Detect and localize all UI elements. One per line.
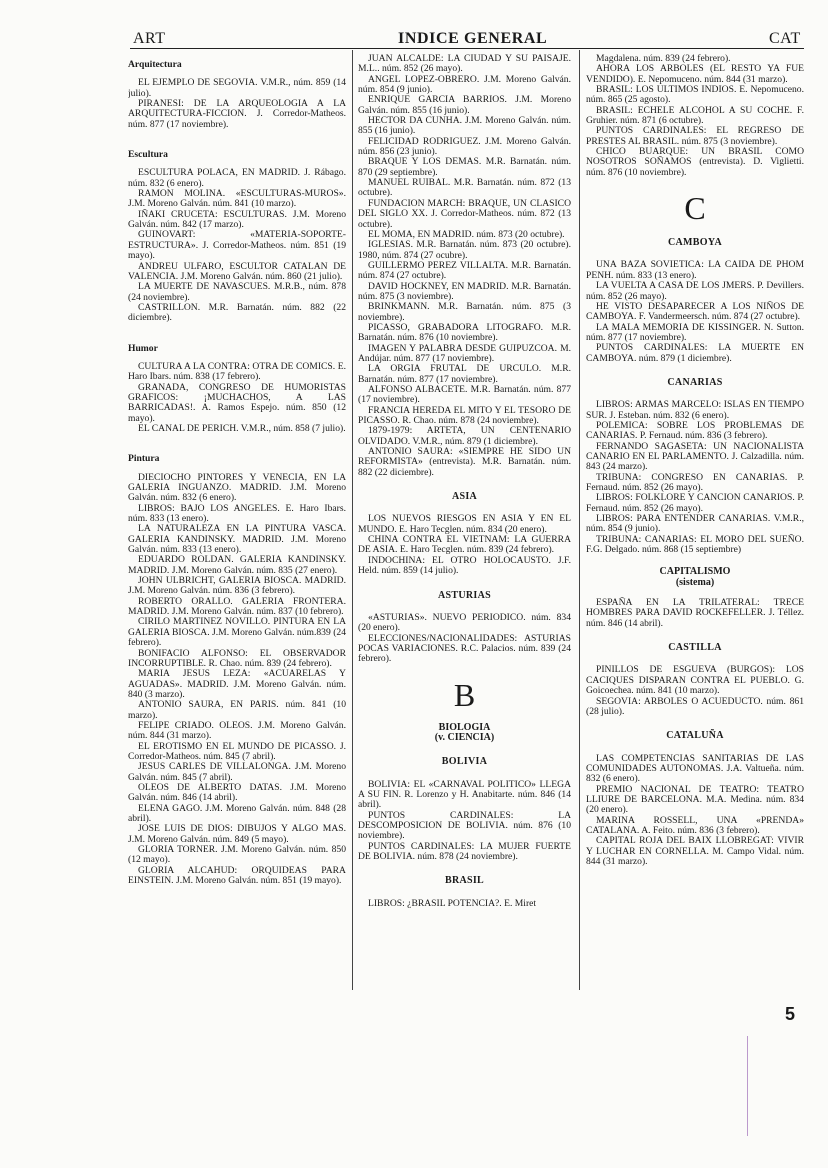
index-entry: GRANADA, CONGRESO DE HUMORISTAS GRAFICOS: ¡MUCHACHOS, A LAS BARRICADAS!. A. Ramos Espejo. núm. 850 (12 mayo). bbox=[128, 381, 346, 424]
index-entry: EL MOMA, EN MADRID. núm. 873 (20 octubre). bbox=[368, 228, 565, 240]
index-entry: BRINKMANN. M.R. Barnatán. núm. 875 (3 noviembre). bbox=[358, 301, 571, 323]
index-entry: PUNTOS CARDINALES: EL REGRESO DE PRESTES AL BRASIL. núm. 875 (3 noviembre). bbox=[586, 125, 804, 147]
index-entry: BONIFACIO ALFONSO: EL OBSERVADOR INCORRUPTIBLE. R. Chao. núm. 839 (24 febrero). bbox=[128, 647, 346, 669]
index-entry: LAS COMPETENCIAS SANITARIAS DE LAS COMUNIDADES AUTONOMAS. J.A. Valtueña. núm. 832 (6 enero). bbox=[586, 752, 804, 785]
index-entry: LA VUELTA A CASA DE LOS JMERS. P. Devillers. núm. 852 (26 mayo). bbox=[586, 280, 804, 302]
index-entry: Magdalena. núm. 839 (24 febrero). bbox=[596, 54, 731, 64]
index-entry: DAVID HOCKNEY, EN MADRID. M.R. Barnatán. núm. 875 (3 noviembre). bbox=[358, 280, 571, 302]
section-heading: BRASIL bbox=[444, 875, 485, 887]
index-entry: MARINA ROSSELL, UNA «PRENDA» CATALANA. A. Feito. núm. 836 (3 febrero). bbox=[586, 814, 804, 836]
index-entry: IGLESIAS. M.R. Barnatán. núm. 873 (20 octubre). 1980, núm. 874 (27 ocubre). bbox=[358, 239, 571, 261]
index-entry: 1879-1979: ARTETA, UN CENTENARIO OLVIDADO. V.M.R., núm. 879 (1 diciembre). bbox=[358, 425, 571, 447]
letter-divider: B bbox=[453, 676, 476, 713]
section-gap bbox=[128, 130, 346, 144]
index-entry: JOHN ULBRICHT, GALERIA BIOSCA. MADRID. J.M. Moreno Galván. núm. 836 (3 febrero). bbox=[128, 575, 346, 597]
index-entry: FUNDACION MARCH: BRAQUE, UN CLASICO DEL SIGLO XX. J. Corredor-Matheos. núm. 872 (13 octubre). bbox=[358, 197, 571, 230]
index-entry: LIBROS: ARMAS MARCELO: ISLAS EN TIEMPO SUR. J. Esteban. núm. 832 (6 enero). bbox=[586, 399, 804, 421]
section-subheading: (sistema) bbox=[675, 576, 715, 588]
section-subheading: (v. CIENCIA) bbox=[434, 731, 495, 743]
index-column-1 bbox=[128, 54, 346, 886]
page-number: 5 bbox=[785, 1004, 796, 1024]
index-entry: PUNTOS CARDINALES: LA DESCOMPOSICION DE BOLIVIA. núm. 876 (10 noviembre). bbox=[358, 809, 571, 842]
index-entry: ELECCIONES/NACIONALIDADES: ASTURIAS POCAS VARIACIONES. R.C. Palacios. núm. 839 (24 febrero). bbox=[358, 632, 571, 665]
page-title: INDICE GENERAL bbox=[398, 30, 548, 47]
index-entry: AHORA LOS ARBOLES (EL RESTO YA FUE VENDIDO). E. Nepomuceno. núm. 844 (31 marzo). bbox=[586, 63, 804, 85]
index-entry: ANTONIO SAURA, EN PARIS. núm. 841 (10 marzo). bbox=[128, 699, 346, 721]
index-entry: POLEMICA: SOBRE LOS PROBLEMAS DE CANARIAS. P. Fernaud. núm. 836 (3 febrero). bbox=[586, 419, 804, 442]
index-entry: PICASSO, GRABADORA LITOGRAFO. M.R. Barnatán. núm. 876 (10 noviembre). bbox=[358, 321, 571, 344]
column-divider-1 bbox=[352, 50, 353, 990]
section-heading: BIOLOGIA bbox=[438, 721, 491, 733]
header-rule bbox=[130, 48, 804, 49]
index-column-3 bbox=[586, 54, 804, 867]
index-entry: GUILLERMO PEREZ VILLALTA. M.R. Barnatán. núm. 874 (27 octubre). bbox=[358, 259, 571, 282]
index-entry: EL EROTISMO EN EL MUNDO DE PICASSO. J. Corredor-Matheos. núm. 845 (7 abril). bbox=[128, 740, 346, 762]
index-entry: LA MUERTE DE NAVASCUES. M.R.B., núm. 878 (24 noviembre). bbox=[128, 281, 346, 303]
index-entry: ENRIQUE GARCIA BARRIOS. J.M. Moreno Galván. núm. 855 (16 junio). bbox=[358, 94, 571, 116]
index-entry: ROBERTO ORALLO. GALERIA FRONTERA. MADRID. J.M. Moreno Galván. núm. 837 (10 febrero). bbox=[128, 595, 346, 618]
index-entry: MANUEL RUIBAL. M.R. Barnatán. núm. 872 (13 octubre). bbox=[358, 177, 571, 199]
index-entry: LIBROS: FOLKLORE Y CANCION CANARIOS. P. Fernaud. núm. 852 (26 mayo). bbox=[586, 492, 804, 514]
index-entry: FELIPE CRIADO. OLEOS. J.M. Moreno Galván. núm. 844 (31 marzo). bbox=[128, 719, 346, 742]
index-entry: PUNTOS CARDINALES: LA MUERTE EN CAMBOYA. núm. 879 (1 diciembre). bbox=[586, 342, 804, 364]
index-entry: RAMON MOLINA. «ESCULTURAS-MUROS». J.M. Moreno Galván. núm. 841 (10 marzo). bbox=[128, 188, 346, 210]
index-entry: GLORIA TORNER. J.M. Moreno Galván. núm. 850 (12 mayo). bbox=[128, 844, 346, 866]
index-entry: DIECIOCHO PINTORES Y VENECIA, EN LA GALERIA INGUANZO. MADRID. J.M. Moreno Galván. núm. 832 (6 enero). bbox=[128, 471, 346, 504]
index-entry: LA NATURALEZA EN LA PINTURA VASCA. GALERIA KANDINSKY. MADRID. J.M. Moreno Galván. núm. 833 (13 enero). bbox=[128, 523, 346, 556]
index-entry: HE VISTO DESAPARECER A LOS NIÑOS DE CAMBOYA. F. Vandermeersch. núm. 874 (27 octubre). bbox=[586, 300, 804, 323]
index-entry: JOSE LUIS DE DIOS: DIBUJOS Y ALGO MAS. J.M. Moreno Galván. núm. 849 (5 mayo). bbox=[128, 823, 346, 845]
index-entry: ELENA GAGO. J.M. Moreno Galván. núm. 848 (28 abril). bbox=[128, 802, 346, 824]
index-entry: JUAN ALCALDE: LA CIUDAD Y SU PAISAJE. M.L.. núm. 852 (26 mayo). bbox=[358, 54, 571, 75]
index-entry: PREMIO NACIONAL DE TEATRO: TEATRO LLIURE DE BARCELONA. M.A. Medina. núm. 834 (20 enero). bbox=[586, 783, 804, 816]
index-entry: LA ORGIA FRUTAL DE URCULO. M.R. Barnatán. núm. 877 (17 noviembre). bbox=[358, 363, 571, 385]
section-heading: ASIA bbox=[451, 491, 478, 503]
index-entry: PIRANESI: DE LA ARQUEOLOGIA A LA ARQUITECTURA-FICCION. J. Corredor-Matheos. núm. 877 (17 noviembre). bbox=[128, 98, 346, 130]
section-heading: CAPITALISMO bbox=[659, 566, 731, 578]
index-entry: BRASIL: ECHELE ALCOHOL A SU COCHE. F. Gruhier. núm. 871 (6 octubre). bbox=[586, 104, 804, 127]
index-entry: ALFONSO ALBACETE. M.R. Barnatán. núm. 877 (17 noviembre). bbox=[358, 384, 571, 406]
index-column-2 bbox=[358, 54, 571, 909]
index-entry: CAPITAL ROJA DEL BAIX LLOBREGAT: VIVIR Y LUCHAR EN CORNELLA. M. Campo Vidal. núm. 844 (31 marzo). bbox=[586, 835, 804, 867]
index-entry: CHICO BUARQUE: UN BRASIL COMO NOSOTROS SOÑAMOS (entrevista). D. Viglietti. núm. 876 (10 noviembre). bbox=[586, 146, 804, 178]
index-entry: PINILLOS DE ESGUEVA (BURGOS): LOS CACIQUES DISPARAN CONTRA EL PUEBLO. G. Goicoechea. núm. 841 (10 marzo). bbox=[586, 664, 804, 697]
section-heading: CANARIAS bbox=[667, 376, 723, 388]
index-entry: EDUARDO ROLDAN. GALERIA KANDINSKY. MADRID. J.M. Moreno Galván. núm. 835 (27 enero). bbox=[128, 554, 346, 576]
index-entry: LOS NUEVOS RIESGOS EN ASIA Y EN EL MUNDO. E. Haro Tecglen. núm. 834 (20 enero). bbox=[358, 513, 571, 535]
index-entry: FELICIDAD RODRIGUEZ. J.M. Moreno Galván. núm. 856 (23 junio). bbox=[358, 135, 571, 158]
index-entry: GLORIA ALCAHUD: ORQUIDEAS PARA EINSTEIN. J.M. Moreno Galván. núm. 851 (19 mayo). bbox=[128, 864, 346, 887]
index-entry: EL CANAL DE PERICH. V.M.R., núm. 858 (7 julio). bbox=[138, 422, 346, 434]
index-entry: JESUS CARLES DE VILLALONGA. J.M. Moreno Galván. núm. 845 (7 abril). bbox=[128, 761, 346, 783]
index-entry: HECTOR DA CUNHA. J.M. Moreno Galván. núm. 855 (16 junio). bbox=[358, 115, 571, 137]
letter-divider: C bbox=[684, 190, 706, 227]
index-entry: OLEOS DE ALBERTO DATAS. J.M. Moreno Galván. núm. 846 (14 abril). bbox=[128, 781, 346, 804]
section-heading: BOLIVIA bbox=[441, 756, 488, 768]
section-gap bbox=[128, 324, 346, 338]
index-entry: IMAGEN Y PALABRA DESDE GUIPUZCOA. M. Andújar. núm. 877 (17 noviembre). bbox=[358, 342, 571, 364]
section-heading: CATALUÑA bbox=[666, 730, 724, 742]
index-entry: IÑAKI CRUCETA: ESCULTURAS. J.M. Moreno Galván. núm. 842 (17 marzo). bbox=[128, 208, 346, 231]
index-entry: SEGOVIA: ARBOLES O ACUEDUCTO. núm. 861 (28 julio). bbox=[586, 695, 804, 717]
section-heading: Pintura bbox=[128, 453, 160, 465]
section-heading: Escultura bbox=[128, 149, 168, 161]
index-entry: ANTONIO SAURA: «SIEMPRE HE SIDO UN REFORMISTA» (entrevista). M.R. Barnatán. núm. 882 (22 diciembre). bbox=[358, 446, 571, 478]
index-entry: ANGEL LOPEZ-OBRERO. J.M. Moreno Galván. núm. 854 (9 junio). bbox=[358, 73, 571, 96]
index-entry: BOLIVIA: EL «CARNAVAL POLITICO» LLEGA A SU FIN. R. Lorenzo y H. Anabitarte. núm. 846 (14 abril). bbox=[358, 778, 571, 811]
index-entry: TRIBUNA: CONGRESO EN CANARIAS. P. Fernaud. núm. 852 (26 mayo). bbox=[586, 471, 804, 493]
index-entry: INDOCHINA: EL OTRO HOLOCAUSTO. J.F. Held. núm. 859 (14 julio). bbox=[358, 554, 571, 577]
section-heading: CAMBOYA bbox=[668, 237, 722, 249]
index-entry: CIRILO MARTINEZ NOVILLO. PINTURA EN LA GALERIA BIOSCA. J.M. Moreno Galván. núm.839 (24 febrero). bbox=[128, 616, 346, 649]
header-left-guide-word: ART bbox=[133, 30, 166, 47]
index-entry: ANDREU ULFARO, ESCULTOR CATALAN DE VALENCIA. J.M. Moreno Galván. núm. 860 (21 julio). bbox=[128, 260, 346, 282]
section-heading: ASTURIAS bbox=[438, 589, 491, 601]
column-divider-2 bbox=[579, 50, 580, 990]
index-entry: BRAQUE Y LOS DEMAS. M.R. Barnatán. núm. 870 (29 septiembre). bbox=[358, 156, 571, 178]
header-right-guide-word: CAT bbox=[769, 30, 801, 47]
index-entry: PUNTOS CARDINALES: LA MUJER FUERTE DE BOLIVIA. núm. 878 (24 noviembre). bbox=[358, 840, 571, 862]
index-entry: MARIA JESUS LEZA: «ACUARELAS Y AGUADAS». MADRID. J.M. Moreno Galván. núm. 840 (3 marzo). bbox=[128, 668, 346, 700]
index-entry: LIBROS: BAJO LOS ANGELES. E. Haro Ibars. núm. 833 (13 enero). bbox=[128, 502, 346, 525]
section-heading: Arquitectura bbox=[128, 59, 182, 70]
index-entry: «ASTURIAS». NUEVO PERIODICO. núm. 834 (20 enero). bbox=[358, 611, 571, 634]
index-entry: LIBROS: PARA ENTENDER CANARIAS. V.M.R., núm. 854 (9 junio). bbox=[586, 513, 804, 535]
index-entry: CASTRILLON. M.R. Barnatán. núm. 882 (22 diciembre). bbox=[128, 301, 346, 324]
index-entry: EL EJEMPLO DE SEGOVIA. V.M.R., núm. 859 (14 julio). bbox=[128, 77, 346, 99]
section-gap bbox=[128, 434, 346, 448]
index-entry: ESCULTURA POLACA, EN MADRID. J. Rábago. núm. 832 (6 enero). bbox=[128, 167, 346, 189]
section-heading: CASTILLA bbox=[668, 642, 722, 654]
index-entry: LIBROS: ¿BRASIL POTENCIA?. E. Miret bbox=[368, 897, 537, 909]
index-entry: CHINA CONTRA EL VIETNAM: LA GUERRA DE ASIA. E. Haro Tecglen. núm. 839 (24 febrero). bbox=[358, 534, 571, 556]
index-entry: CULTURA A LA CONTRA: OTRA DE COMICS. E. Haro Ibars. núm. 838 (17 febrero). bbox=[128, 360, 346, 383]
index-entry: ESPAÑA EN LA TRILATERAL: TRECE HOMBRES PARA DAVID ROCKEFELLER. J. Téllez. núm. 846 (14 abril). bbox=[586, 597, 804, 629]
margin-mark bbox=[747, 1036, 748, 1136]
index-entry: BRASIL: LOS ULTIMOS INDIOS. E. Nepomuceno. núm. 865 (25 agosto). bbox=[586, 84, 804, 106]
index-entry: LA MALA MEMORIA DE KISSINGER. N. Sutton. núm. 877 (17 noviembre). bbox=[586, 321, 804, 343]
index-entry: GUINOVART: «MATERIA-SOPORTE-ESTRUCTURA». J. Corredor-Matheos. núm. 851 (19 mayo). bbox=[128, 229, 346, 262]
index-entry: FRANCIA HEREDA EL MITO Y EL TESORO DE PICASSO. R. Chao. núm. 878 (24 noviembre). bbox=[358, 404, 571, 427]
index-entry: UNA BAZA SOVIETICA: LA CAIDA DE PHOM PENH. núm. 833 (13 enero). bbox=[586, 259, 804, 281]
index-entry: FERNANDO SAGASETA: UN NACIONALISTA CANARIO EN EL PARLAMENTO. J. Calzadilla. núm. 843 (24 marzo). bbox=[586, 440, 804, 473]
section-heading: Humor bbox=[128, 342, 158, 354]
index-entry: TRIBUNA: CANARIAS: EL MORO DEL SUEÑO. F.G. Delgado. núm. 868 (15 septiembre) bbox=[586, 533, 804, 556]
